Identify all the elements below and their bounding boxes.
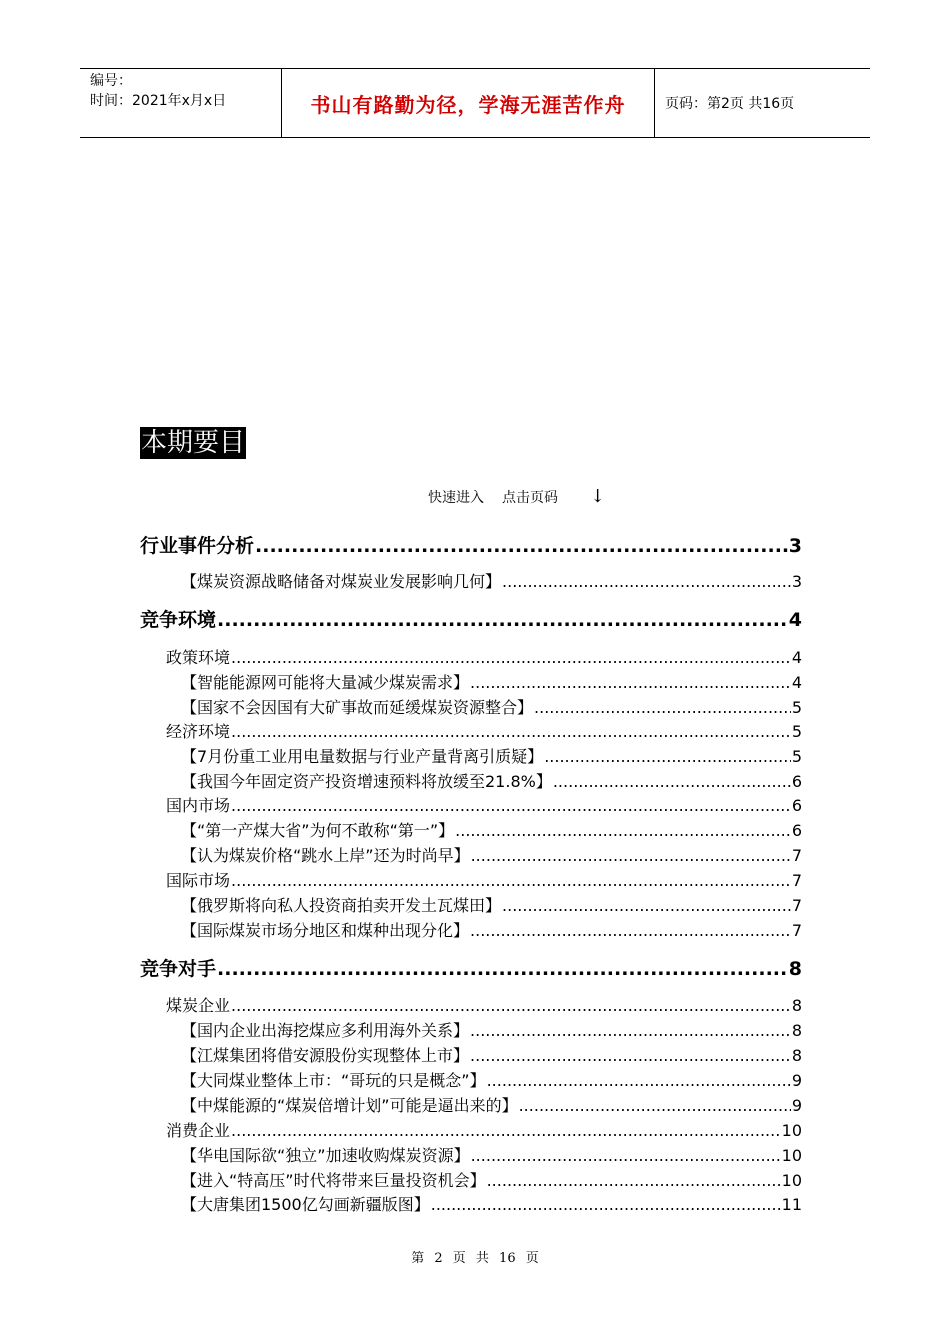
toc-entry[interactable]: [181, 818, 802, 841]
toc-page-number[interactable]: 6: [791, 796, 802, 815]
toc-entry-text[interactable]: 行业事件分析: [140, 535, 255, 557]
toc-entry-text[interactable]: 国际市场: [166, 871, 231, 890]
arrow-down-icon: ↓: [590, 486, 606, 507]
page-header: [80, 68, 870, 138]
toc-page-number[interactable]: 8: [791, 1021, 802, 1040]
toc-entry-text[interactable]: 【俄罗斯将向私人投资商拍卖开发土瓦煤田】: [181, 896, 502, 915]
toc-page-number[interactable]: 4: [788, 609, 802, 631]
toc-entry-text[interactable]: 【江煤集团将借安源股份实现整体上市】: [181, 1046, 470, 1065]
toc-entry[interactable]: [181, 1043, 802, 1066]
toc-leader-dots: [470, 921, 791, 940]
toc-leader-dots: [231, 871, 791, 890]
toc-page-number[interactable]: 5: [791, 722, 802, 741]
toc-page-number[interactable]: 10: [781, 1171, 802, 1190]
toc-entry[interactable]: [181, 1068, 802, 1091]
toc-entry-text[interactable]: 国内市场: [166, 796, 231, 815]
toc-page-number[interactable]: 6: [791, 821, 802, 840]
toc-leader-dots: [470, 1021, 791, 1040]
toc-entry[interactable]: [166, 793, 802, 816]
toc-leader-dots: [502, 572, 791, 591]
toc-page-number[interactable]: 9: [791, 1071, 802, 1090]
toc-entry-text[interactable]: 【国际煤炭市场分地区和煤种出现分化】: [181, 921, 470, 940]
toc-leader-dots: [231, 996, 791, 1015]
toc-entry-text[interactable]: 【智能能源网可能将大量减少煤炭需求】: [181, 673, 470, 692]
toc-entry-text[interactable]: 【华电国际欲“独立”加速收购煤炭资源】: [181, 1146, 470, 1165]
toc-entry[interactable]: [166, 868, 802, 891]
header-motto: 书山有路勤为径，学海无涯苦作舟: [282, 69, 655, 137]
toc-entry-text[interactable]: 【国内企业出海挖煤应多利用海外关系】: [181, 1021, 470, 1040]
toc-entry-text[interactable]: 【大唐集团1500亿勾画新疆版图】: [181, 1195, 430, 1214]
toc-entry[interactable]: [140, 605, 802, 632]
toc-entry[interactable]: [181, 1143, 802, 1166]
toc-entry-text[interactable]: 【大同煤业整体上市：“哥玩的只是概念”】: [181, 1071, 486, 1090]
toc-leader-dots: [534, 698, 791, 717]
toc-entry-text[interactable]: 经济环境: [166, 722, 231, 741]
toc-leader-dots: [217, 609, 788, 631]
quick-entry-label: 快速进入: [428, 489, 484, 506]
toc-page-number[interactable]: 6: [791, 772, 802, 791]
toc-page-number[interactable]: 4: [791, 648, 802, 667]
toc-leader-dots: [470, 1046, 791, 1065]
toc-leader-dots: [470, 673, 791, 692]
toc-page-number[interactable]: 9: [791, 1096, 802, 1115]
toc-page-number[interactable]: 5: [791, 698, 802, 717]
toc-page-number[interactable]: 7: [791, 896, 802, 915]
toc-page-number[interactable]: 10: [781, 1121, 802, 1140]
toc-page-number[interactable]: 3: [788, 535, 802, 557]
toc-entry-text[interactable]: 煤炭企业: [166, 996, 231, 1015]
toc-leader-dots: [231, 796, 791, 815]
page-footer: 第 2 页 共 16 页: [411, 1251, 539, 1266]
toc-title: 本期要目: [141, 428, 246, 458]
toc-entry[interactable]: [181, 569, 802, 592]
toc-leader-dots: [544, 747, 791, 766]
toc-page-number[interactable]: 5: [791, 747, 802, 766]
toc-entry[interactable]: [181, 843, 802, 866]
toc-page-number[interactable]: 8: [788, 958, 802, 980]
header-meta: [80, 69, 282, 137]
toc-leader-dots: [231, 1121, 781, 1140]
toc-page-number[interactable]: 7: [791, 921, 802, 940]
toc-entry[interactable]: [181, 1018, 802, 1041]
number-label: 编号：: [90, 73, 132, 89]
toc-entry[interactable]: [140, 531, 802, 558]
toc-entry-text[interactable]: 【进入“特高压”时代将带来巨量投资机会】: [181, 1171, 486, 1190]
toc-leader-dots: [455, 821, 791, 840]
toc-leader-dots: [471, 1146, 781, 1165]
toc-page-number[interactable]: 7: [791, 871, 802, 890]
toc-entry-text[interactable]: 【煤炭资源战略储备对煤炭业发展影响几何】: [181, 572, 502, 591]
toc-entry-text[interactable]: 竞争对手: [140, 958, 217, 980]
toc-leader-dots: [431, 1195, 781, 1214]
toc-entry[interactable]: [166, 1118, 802, 1141]
toc-entry-text[interactable]: 竞争环境: [140, 609, 217, 631]
toc-entry[interactable]: [181, 769, 802, 792]
toc-leader-dots: [217, 958, 788, 980]
toc-entry[interactable]: [181, 670, 802, 693]
toc-entry-text[interactable]: 【我国今年固定资产投资增速预料将放缓至21.8%】: [181, 772, 552, 791]
toc-entry[interactable]: [181, 893, 802, 916]
toc-leader-dots: [487, 1171, 781, 1190]
toc-leader-dots: [502, 896, 791, 915]
toc-page-number[interactable]: 3: [791, 572, 802, 591]
toc-page-number[interactable]: 8: [791, 996, 802, 1015]
toc-leader-dots: [519, 1096, 791, 1115]
toc-leader-dots: [231, 648, 791, 667]
click-page-label: 点击页码: [502, 489, 558, 506]
toc-leader-dots: [471, 846, 791, 865]
toc-entry-text[interactable]: 【7月份重工业用电量数据与行业产量背离引质疑】: [181, 747, 544, 766]
toc-entry[interactable]: [166, 993, 802, 1016]
toc-entry-text[interactable]: 【国家不会因国有大矿事故而延缓煤炭资源整合】: [181, 698, 534, 717]
toc-entry-text[interactable]: 【“第一产煤大省”为何不敢称“第一”】: [181, 821, 455, 840]
time-label: 时间：2021年x月x日: [90, 93, 227, 109]
toc-page-number[interactable]: 8: [791, 1046, 802, 1065]
toc-entry[interactable]: [181, 744, 802, 767]
toc-leader-dots: [231, 722, 791, 741]
toc-entry-text[interactable]: 政策环境: [166, 648, 231, 667]
quick-entry: [428, 486, 605, 507]
toc-leader-dots: [255, 535, 788, 557]
toc-leader-dots: [487, 1071, 791, 1090]
toc-entry-text[interactable]: 【中煤能源的“煤炭倍增计划”可能是逼出来的】: [181, 1096, 518, 1115]
toc-entry[interactable]: [181, 695, 802, 718]
toc-page-number[interactable]: 7: [791, 846, 802, 865]
toc-entry[interactable]: [181, 918, 802, 941]
toc-leader-dots: [553, 772, 791, 791]
toc-entry[interactable]: [166, 645, 802, 668]
toc-page-number[interactable]: 4: [791, 673, 802, 692]
toc-page-number[interactable]: 10: [781, 1146, 802, 1165]
toc-entry[interactable]: [181, 1192, 802, 1215]
toc-entry-text[interactable]: 消费企业: [166, 1121, 231, 1140]
toc-entry[interactable]: [181, 1168, 802, 1191]
header-page-info: 页码：第2页 共16页: [665, 96, 795, 112]
toc-page-number[interactable]: 11: [781, 1195, 802, 1214]
toc-entry-text[interactable]: 【认为煤炭价格“跳水上岸”还为时尚早】: [181, 846, 470, 865]
toc-entry[interactable]: [166, 719, 802, 742]
toc-entry[interactable]: [140, 954, 802, 981]
toc-entry[interactable]: [181, 1093, 802, 1116]
